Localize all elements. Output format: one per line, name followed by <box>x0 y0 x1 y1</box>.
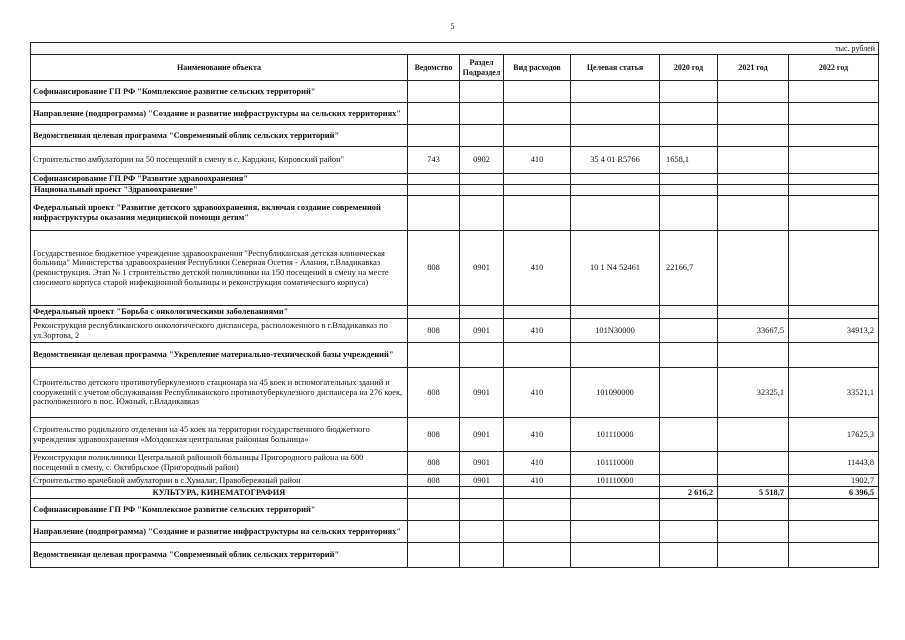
expense-cell: 410 <box>504 418 571 452</box>
table-row <box>31 452 879 475</box>
value-2022-cell <box>789 147 879 174</box>
table-row <box>31 343 879 368</box>
value-2022-cell <box>789 499 879 521</box>
col-header-dept: Ведомство <box>408 55 460 81</box>
target-cell: 10 1 N4 52461 <box>571 231 660 306</box>
value-2021-cell: 5 518,7 <box>718 487 789 499</box>
object-name-cell: Федеральный проект "Борьба с онкологическими заболеваниями" <box>31 306 408 319</box>
section-cell: 0902 <box>460 147 504 174</box>
dept-cell: 808 <box>408 231 460 306</box>
value-2021-cell: 32325,1 <box>718 368 789 418</box>
value-2022-cell: 34913,2 <box>789 319 879 343</box>
expense-cell: 410 <box>504 475 571 487</box>
table-row <box>31 418 879 452</box>
value-2022-cell <box>789 543 879 568</box>
value-2020-cell <box>660 185 718 196</box>
value-2022-cell <box>789 185 879 196</box>
section-cell: 0901 <box>460 452 504 475</box>
value-2021-cell <box>718 521 789 543</box>
value-2020-cell <box>660 543 718 568</box>
section-cell <box>460 103 504 125</box>
value-2022-cell: 6 396,5 <box>789 487 879 499</box>
page-number: 5 <box>450 22 455 31</box>
value-2022-cell <box>789 196 879 231</box>
dept-cell <box>408 185 460 196</box>
target-cell <box>571 174 660 185</box>
target-cell: 101N30000 <box>571 319 660 343</box>
value-2022-cell: 11443,8 <box>789 452 879 475</box>
object-name-cell: Национальный проект "Здравоохранение" <box>31 185 408 196</box>
section-cell: 0901 <box>460 475 504 487</box>
value-2021-cell <box>718 103 789 125</box>
expense-cell: 410 <box>504 368 571 418</box>
target-cell <box>571 103 660 125</box>
object-name-cell: Ведомственная целевая программа "Укрепление материально-технической базы учреждений" <box>31 343 408 368</box>
col-header-name: Наименование объекта <box>31 55 408 81</box>
target-cell <box>571 487 660 499</box>
section-cell <box>460 125 504 147</box>
dept-cell <box>408 125 460 147</box>
value-2022-cell <box>789 174 879 185</box>
section-cell <box>460 81 504 103</box>
dept-cell <box>408 521 460 543</box>
section-cell <box>460 174 504 185</box>
value-2022-cell: 33521,1 <box>789 368 879 418</box>
col-header-target: Целевая статья <box>571 55 660 81</box>
section-cell <box>460 499 504 521</box>
expense-cell <box>504 343 571 368</box>
value-2021-cell <box>718 306 789 319</box>
expense-cell <box>504 521 571 543</box>
dept-cell: 808 <box>408 368 460 418</box>
value-2022-cell <box>789 343 879 368</box>
object-name-cell: Ведомственная целевая программа "Современный облик сельских территорий" <box>31 125 408 147</box>
target-cell <box>571 185 660 196</box>
value-2020-cell <box>660 81 718 103</box>
header-row <box>31 55 879 81</box>
value-2021-cell <box>718 343 789 368</box>
value-2021-cell: 33667,5 <box>718 319 789 343</box>
table-row <box>31 487 879 499</box>
object-name-cell: Ведомственная целевая программа "Современный облик сельских территорий" <box>31 543 408 568</box>
value-2020-cell <box>660 319 718 343</box>
dept-cell <box>408 174 460 185</box>
value-2021-cell <box>718 174 789 185</box>
value-2022-cell <box>789 231 879 306</box>
col-header-2022: 2022 год <box>789 55 879 81</box>
object-name-cell: КУЛЬТУРА, КИНЕМАТОГРАФИЯ <box>31 487 408 499</box>
col-header-expense: Вид расходов <box>504 55 571 81</box>
section-cell: 0901 <box>460 418 504 452</box>
value-2020-cell <box>660 306 718 319</box>
expense-cell <box>504 196 571 231</box>
value-2021-cell <box>718 231 789 306</box>
unit-label: тыс. рублей <box>31 43 879 55</box>
value-2020-cell: 22166,7 <box>660 231 718 306</box>
value-2020-cell: 2 616,2 <box>660 487 718 499</box>
expense-cell: 410 <box>504 147 571 174</box>
object-name-cell: Строительство родильного отделения на 45 коек на территории государственного бюджетного учреждения здравоохранения «Моздокская центральная районная больница» <box>31 418 408 452</box>
expense-cell: 410 <box>504 231 571 306</box>
value-2020-cell <box>660 174 718 185</box>
target-cell <box>571 196 660 231</box>
dept-cell: 808 <box>408 475 460 487</box>
object-name-cell: Софинансирование ГП РФ "Развитие здравоохранения" <box>31 174 408 185</box>
value-2021-cell <box>718 125 789 147</box>
table-row <box>31 368 879 418</box>
table-row <box>31 231 879 306</box>
table-row <box>31 196 879 231</box>
value-2020-cell <box>660 368 718 418</box>
object-name-cell: Реконструкция республиканского онкологического диспансера, расположенного в г.Владикавказ по ул.Зортова, 2 <box>31 319 408 343</box>
dept-cell <box>408 306 460 319</box>
expense-cell <box>504 125 571 147</box>
value-2021-cell <box>718 452 789 475</box>
object-name-cell: Государственное бюджетное учреждение здравоохранения "Республиканская детская клиническая больница" Министерства здравоохранения Республики Северная Осетия - Алания, г.Владикавказ (реконструкция. Этап № 1 строительство детской поликлиники на 150 посещений в смену на месте сносимого корпуса старой инфекционной больницы и реконструкция соматического корпуса) <box>31 231 408 306</box>
value-2020-cell <box>660 103 718 125</box>
section-cell <box>460 543 504 568</box>
value-2021-cell <box>718 196 789 231</box>
table-row <box>31 319 879 343</box>
dept-cell <box>408 196 460 231</box>
object-name-cell: Реконструкция поликлиники Центральной районной больницы Пригородного района на 600 посещений в смену, с. Октябрьское (Пригородный район) <box>31 452 408 475</box>
section-cell: 0901 <box>460 231 504 306</box>
value-2020-cell <box>660 521 718 543</box>
target-cell <box>571 306 660 319</box>
table-row <box>31 521 879 543</box>
section-cell <box>460 343 504 368</box>
table-row <box>31 499 879 521</box>
section-cell <box>460 521 504 543</box>
target-cell <box>571 521 660 543</box>
target-cell <box>571 543 660 568</box>
target-cell: 101110000 <box>571 452 660 475</box>
unit-row <box>31 43 879 55</box>
value-2020-cell <box>660 196 718 231</box>
value-2021-cell <box>718 147 789 174</box>
table-row <box>31 543 879 568</box>
dept-cell <box>408 81 460 103</box>
expense-cell <box>504 543 571 568</box>
value-2021-cell <box>718 475 789 487</box>
value-2022-cell: 17625,3 <box>789 418 879 452</box>
value-2020-cell <box>660 499 718 521</box>
section-cell <box>460 487 504 499</box>
table-row <box>31 81 879 103</box>
table-row <box>31 174 879 185</box>
objects-table <box>30 42 879 568</box>
value-2022-cell <box>789 103 879 125</box>
value-2020-cell <box>660 418 718 452</box>
object-name-cell: Федеральный проект "Развитие детского здравоохранения, включая создание современной инфраструктуры оказания медицинской помощи детям" <box>31 196 408 231</box>
target-cell: 35 4 01 R5766 <box>571 147 660 174</box>
section-cell <box>460 196 504 231</box>
target-cell <box>571 81 660 103</box>
value-2020-cell <box>660 125 718 147</box>
target-cell: 101110000 <box>571 418 660 452</box>
object-name-cell: Строительство амбулатории на 50 посещений в смену в с. Карджин, Кировский район" <box>31 147 408 174</box>
target-cell: 101110000 <box>571 475 660 487</box>
dept-cell <box>408 487 460 499</box>
object-name-cell: Строительство детского противотуберкулезного стационара на 45 коек и вспомогательных зданий и сооружений с учетом обслуживания Республиканского противотуберкулезного диспансера на 276 коек, расположенного в пос. Южный, г.Владикавказ <box>31 368 408 418</box>
object-name-cell: Софинансирование ГП РФ "Комплексное развитие сельских территорий" <box>31 499 408 521</box>
expense-cell <box>504 103 571 125</box>
expense-cell <box>504 487 571 499</box>
expense-cell <box>504 81 571 103</box>
expense-cell: 410 <box>504 452 571 475</box>
dept-cell <box>408 499 460 521</box>
value-2020-cell: 1658,1 <box>660 147 718 174</box>
target-cell <box>571 125 660 147</box>
expense-cell <box>504 185 571 196</box>
col-header-section: Раздел Подраздел <box>460 55 504 81</box>
table-row <box>31 125 879 147</box>
value-2022-cell <box>789 125 879 147</box>
section-cell <box>460 185 504 196</box>
col-header-2021: 2021 год <box>718 55 789 81</box>
value-2021-cell <box>718 543 789 568</box>
value-2021-cell <box>718 81 789 103</box>
dept-cell: 743 <box>408 147 460 174</box>
value-2022-cell <box>789 306 879 319</box>
value-2021-cell <box>718 185 789 196</box>
dept-cell: 808 <box>408 452 460 475</box>
col-header-2020: 2020 год <box>660 55 718 81</box>
dept-cell <box>408 543 460 568</box>
value-2022-cell <box>789 81 879 103</box>
value-2022-cell: 1902,7 <box>789 475 879 487</box>
dept-cell <box>408 103 460 125</box>
target-cell: 101090000 <box>571 368 660 418</box>
expense-cell <box>504 306 571 319</box>
expense-cell <box>504 499 571 521</box>
expense-cell <box>504 174 571 185</box>
table-row <box>31 185 879 196</box>
object-name-cell: Строительство врачебной амбулатории в с.Хумалаг, Правобережный район <box>31 475 408 487</box>
section-cell: 0901 <box>460 319 504 343</box>
dept-cell <box>408 343 460 368</box>
value-2020-cell <box>660 475 718 487</box>
object-name-cell: Направление (подпрограмма) "Создание и развитие инфраструктуры на сельских территориях" <box>31 103 408 125</box>
object-name-cell: Софинансирование ГП РФ "Комплексное развитие сельских территорий" <box>31 81 408 103</box>
dept-cell: 808 <box>408 418 460 452</box>
value-2022-cell <box>789 521 879 543</box>
table-row <box>31 147 879 174</box>
dept-cell: 808 <box>408 319 460 343</box>
section-cell <box>460 306 504 319</box>
value-2021-cell <box>718 418 789 452</box>
value-2021-cell <box>718 499 789 521</box>
table-row <box>31 306 879 319</box>
table-row <box>31 475 879 487</box>
table-row <box>31 103 879 125</box>
value-2020-cell <box>660 343 718 368</box>
expense-cell: 410 <box>504 319 571 343</box>
target-cell <box>571 343 660 368</box>
target-cell <box>571 499 660 521</box>
value-2020-cell <box>660 452 718 475</box>
object-name-cell: Направление (подпрограмма) "Создание и развитие инфраструктуры на сельских территориях" <box>31 521 408 543</box>
section-cell: 0901 <box>460 368 504 418</box>
